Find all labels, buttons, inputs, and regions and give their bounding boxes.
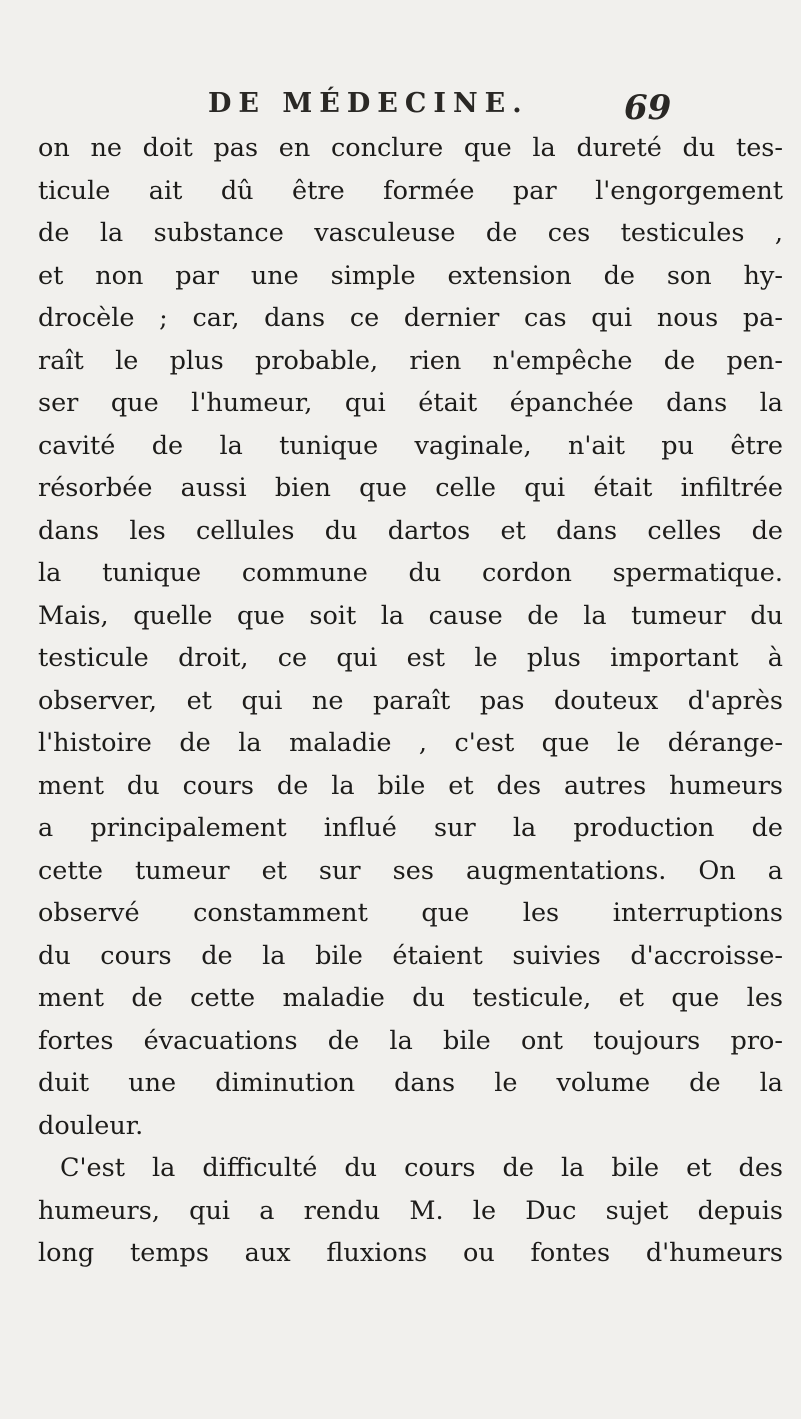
text-line: du cours de la bile étaient suivies d'accroisse- xyxy=(38,940,783,971)
text-line: ment de cette maladie du testicule, et que les xyxy=(38,983,783,1013)
text-line: raît le plus probable, rien n'empêche de pen- xyxy=(38,345,783,376)
text-line: ticule ait dû être formée par l'engorgement xyxy=(38,175,783,206)
text-line: ment du cours de la bile et des autres humeurs xyxy=(38,770,783,801)
text-line: fortes évacuations de la bile ont toujours pro- xyxy=(38,1025,783,1056)
text-line: cette tumeur et sur ses augmentations. On a xyxy=(38,855,783,886)
text-line: observer, et qui ne paraît pas douteux d'après xyxy=(38,685,783,716)
text-line: Mais, quelle que soit la cause de la tumeur du xyxy=(38,600,783,631)
text-line: duit une diminution dans le volume de la xyxy=(38,1068,783,1098)
text-line: drocèle ; car, dans ce dernier cas qui nous pa- xyxy=(38,303,783,333)
text-line: on ne doit pas en conclure que la dureté du tes- xyxy=(38,133,783,163)
text-line: et non par une simple extension de son hy- xyxy=(38,260,783,291)
text-line: a principalement influé sur la production de xyxy=(38,813,783,843)
text-line: observé constamment que les interruptions xyxy=(38,898,783,928)
text-line: long temps aux fluxions ou fontes d'humeurs xyxy=(38,1238,783,1268)
page-number: 69 xyxy=(624,88,672,128)
text-line: humeurs, qui a rendu M. le Duc sujet depuis xyxy=(38,1195,783,1226)
text-line: cavité de la tunique vaginale, n'ait pu être xyxy=(38,430,783,461)
text-line: dans les cellules du dartos et dans celles de xyxy=(38,515,783,546)
text-line: testicule droit, ce qui est le plus important à xyxy=(38,643,783,673)
text-line: de la substance vasculeuse de ces testicules , xyxy=(38,218,783,248)
text-line: l'histoire de la maladie , c'est que le dérange- xyxy=(38,728,783,758)
running-title: DE MÉDECINE. xyxy=(208,88,529,119)
body-text xyxy=(38,127,783,1275)
text-line: résorbée aussi bien que celle qui était infiltrée xyxy=(38,473,783,503)
text-line: douleur. xyxy=(38,1110,144,1141)
text-line: C'est la difficulté du cours de la bile et des xyxy=(60,1153,783,1183)
text-line: la tunique commune du cordon spermatique. xyxy=(38,558,783,588)
text-line: ser que l'humeur, qui était épanchée dans la xyxy=(38,388,783,418)
